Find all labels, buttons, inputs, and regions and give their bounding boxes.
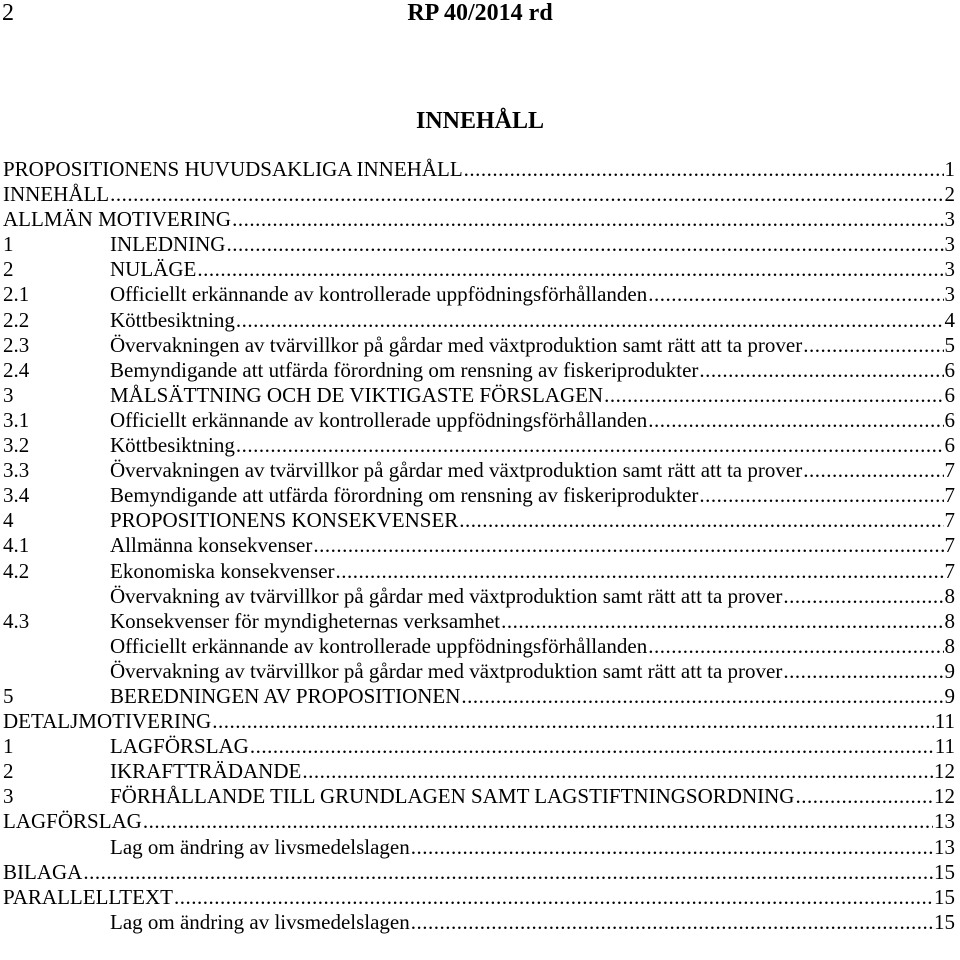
toc-entry-title: Övervakningen av tvärvillkor på gårdar med växtproduktion samt rätt att ta prover xyxy=(110,458,803,483)
toc-entry-page: 3 xyxy=(944,207,955,232)
toc-entry-title: PROPOSITIONENS HUVUDSAKLIGA INNEHÅLL xyxy=(3,157,463,181)
toc-dot-leader xyxy=(302,759,933,784)
toc-dot-leader xyxy=(783,584,943,609)
toc-entry[interactable] xyxy=(3,809,955,834)
toc-entry[interactable] xyxy=(3,684,955,709)
toc-entry-title: Övervakning av tvärvillkor på gårdar med växtproduktion samt rätt att ta prover xyxy=(110,658,783,683)
toc-dot-leader xyxy=(226,232,943,257)
toc-entry-page: 8 xyxy=(944,583,955,608)
toc-dot-leader xyxy=(459,508,943,533)
toc-entry-title: Övervakning av tvärvillkor på gårdar med växtproduktion samt rätt att ta prover xyxy=(110,583,783,608)
toc-entry[interactable] xyxy=(3,533,955,558)
toc-dot-leader xyxy=(464,157,944,182)
toc-entry-page: 3 xyxy=(944,257,955,282)
toc-entry[interactable] xyxy=(3,333,955,358)
toc-dot-leader xyxy=(313,533,943,558)
toc-entry-page: 4 xyxy=(944,307,955,332)
toc-entry-title: Lag om ändring av livsmedelslagen xyxy=(110,909,410,934)
toc-entry-title: NULÄGE xyxy=(110,257,197,282)
toc-entry-page: 8 xyxy=(944,633,955,658)
toc-entry-page: 11 xyxy=(934,709,955,734)
toc-entry-title: Officiellt erkännande av kontrollerade uppfödningsförhållanden xyxy=(110,282,648,307)
toc-dot-leader xyxy=(212,709,933,734)
toc-entry-number: 2.1 xyxy=(3,282,30,307)
toc-entry-number: 2.2 xyxy=(3,307,30,332)
toc-dot-leader xyxy=(795,784,933,809)
toc-entry[interactable] xyxy=(3,157,955,182)
toc-entry[interactable] xyxy=(3,483,955,508)
toc-entry[interactable] xyxy=(3,182,955,207)
toc-entry-page: 1 xyxy=(944,157,955,181)
toc-entry-title: Ekonomiska konsekvenser xyxy=(110,558,335,583)
toc-dot-leader xyxy=(648,408,943,433)
toc-dot-leader xyxy=(783,659,943,684)
toc-entry-title: Officiellt erkännande av kontrollerade uppfödningsförhållanden xyxy=(110,407,648,432)
toc-entry-number: 3.2 xyxy=(3,433,30,458)
toc-dot-leader xyxy=(461,684,943,709)
toc-entry-page: 12 xyxy=(934,759,955,784)
toc-entry-page: 15 xyxy=(934,909,955,934)
toc-entry-title: Övervakningen av tvärvillkor på gårdar med växtproduktion samt rätt att ta prover xyxy=(110,332,803,357)
toc-entry-page: 6 xyxy=(944,382,955,407)
toc-entry-title: LAGFÖRSLAG xyxy=(110,734,249,759)
toc-entry-title: LAGFÖRSLAG xyxy=(3,809,142,834)
toc-entry-number: 3 xyxy=(3,784,14,809)
toc-entry-page: 11 xyxy=(934,734,955,759)
toc-dot-leader xyxy=(411,835,933,860)
toc-entry[interactable] xyxy=(3,408,955,433)
toc-entry-number: 3.3 xyxy=(3,458,30,483)
toc-entry-number: 2 xyxy=(3,759,14,784)
toc-entry[interactable] xyxy=(3,559,955,584)
toc-entry-number: 1 xyxy=(3,734,14,759)
toc-dot-leader xyxy=(197,257,943,282)
toc-dot-leader xyxy=(648,634,943,659)
toc-entry-number: 3 xyxy=(3,382,14,407)
toc-entry-page: 3 xyxy=(944,282,955,307)
toc-entry-page: 13 xyxy=(934,834,955,859)
toc-entry-title: ALLMÄN MOTIVERING xyxy=(3,207,232,232)
toc-title: INNEHÅLL xyxy=(415,108,545,134)
toc-entry[interactable] xyxy=(3,835,955,860)
toc-entry-number: 4.2 xyxy=(3,558,30,583)
toc-entry-number: 2 xyxy=(3,257,14,282)
toc-dot-leader xyxy=(803,333,943,358)
toc-entry-title: Köttbesiktning xyxy=(110,307,235,332)
toc-dot-leader xyxy=(174,885,933,910)
toc-entry-page: 7 xyxy=(944,533,955,558)
toc-entry[interactable] xyxy=(3,759,955,784)
toc-dot-leader xyxy=(803,458,943,483)
toc-entry[interactable] xyxy=(3,609,955,634)
toc-entry-page: 7 xyxy=(944,558,955,583)
toc-entry-title: MÅLSÄTTNING OCH DE VIKTIGASTE FÖRSLAGEN xyxy=(110,382,604,407)
toc-entry-page: 6 xyxy=(944,407,955,432)
toc-entry-page: 12 xyxy=(934,784,955,809)
toc-dot-leader xyxy=(236,308,944,333)
toc-entry-number: 2.3 xyxy=(3,332,30,357)
toc-entry[interactable] xyxy=(3,784,955,809)
toc-entry-page: 13 xyxy=(934,809,955,834)
toc-entry[interactable] xyxy=(3,232,955,257)
toc-entry-title: INNEHÅLL xyxy=(3,182,110,207)
toc-entry[interactable] xyxy=(3,659,955,684)
toc-entry-title: PROPOSITIONENS KONSEKVENSER xyxy=(110,508,459,533)
toc-dot-leader xyxy=(411,910,933,935)
toc-entry-page: 15 xyxy=(934,859,955,884)
toc-entry-page: 6 xyxy=(944,433,955,458)
toc-entry[interactable] xyxy=(3,885,955,910)
toc-entry[interactable] xyxy=(3,634,955,659)
toc-entry-title: INLEDNING xyxy=(110,232,226,257)
toc-entry-title: Bemyndigande att utfärda förordning om rensning av fiskeriprodukter xyxy=(110,357,699,382)
toc-entry[interactable] xyxy=(3,207,955,232)
toc-entry[interactable] xyxy=(3,383,955,408)
toc-entry-title: FÖRHÅLLANDE TILL GRUNDLAGEN SAMT LAGSTIFTNINGSORDNING xyxy=(110,784,795,809)
toc-entry-page: 9 xyxy=(944,683,955,708)
toc-entry-page: 8 xyxy=(944,608,955,633)
toc-dot-leader xyxy=(604,383,943,408)
toc-entry[interactable] xyxy=(3,709,955,734)
toc-entry[interactable] xyxy=(3,860,955,885)
toc-dot-leader xyxy=(250,734,934,759)
toc-dot-leader xyxy=(83,860,933,885)
toc-dot-leader xyxy=(336,559,944,584)
toc-entry-page: 9 xyxy=(944,658,955,683)
toc-entry-number: 4.3 xyxy=(3,608,30,633)
toc-entry-page: 7 xyxy=(944,508,955,533)
page-number: 2 xyxy=(2,0,14,26)
toc-entry-title: BILAGA xyxy=(3,859,83,884)
toc-entry-title: Officiellt erkännande av kontrollerade uppfödningsförhållanden xyxy=(110,633,648,658)
toc-entry-page: 2 xyxy=(944,182,955,207)
toc-entry-title: Lag om ändring av livsmedelslagen xyxy=(110,834,410,859)
toc-entry-number: 3.1 xyxy=(3,407,30,432)
toc-entry-page: 15 xyxy=(934,884,955,909)
toc-entry[interactable] xyxy=(3,308,955,333)
toc-entry-title: DETALJMOTIVERING xyxy=(3,709,212,734)
toc-dot-leader xyxy=(236,433,944,458)
document-id: RP 40/2014 rd xyxy=(407,0,553,26)
toc-dot-leader xyxy=(699,483,943,508)
table-of-contents xyxy=(3,157,955,935)
toc-dot-leader xyxy=(501,609,943,634)
toc-entry-title: PARALLELLTEXT xyxy=(3,884,173,909)
toc-entry-title: Allmänna konsekvenser xyxy=(110,533,313,558)
toc-entry-title: BEREDNINGEN AV PROPOSITIONEN xyxy=(110,683,461,708)
toc-entry-number: 4 xyxy=(3,508,14,533)
toc-entry-page: 5 xyxy=(944,332,955,357)
toc-entry[interactable] xyxy=(3,257,955,282)
toc-entry-number: 3.4 xyxy=(3,483,30,508)
toc-entry[interactable] xyxy=(3,584,955,609)
toc-dot-leader xyxy=(699,358,943,383)
toc-entry-title: IKRAFTTRÄDANDE xyxy=(110,759,302,784)
toc-entry[interactable] xyxy=(3,508,955,533)
toc-entry[interactable] xyxy=(3,458,955,483)
toc-entry-page: 3 xyxy=(944,232,955,257)
toc-dot-leader xyxy=(648,282,943,307)
toc-entry-title: Bemyndigande att utfärda förordning om rensning av fiskeriprodukter xyxy=(110,483,699,508)
toc-entry-number: 5 xyxy=(3,683,14,708)
toc-entry-page: 7 xyxy=(944,483,955,508)
toc-dot-leader xyxy=(110,182,943,207)
toc-dot-leader xyxy=(232,207,943,232)
toc-entry[interactable] xyxy=(3,282,955,307)
toc-entry-page: 6 xyxy=(944,357,955,382)
toc-dot-leader xyxy=(143,809,933,834)
toc-entry[interactable] xyxy=(3,358,955,383)
toc-entry-number: 2.4 xyxy=(3,357,30,382)
toc-entry-page: 7 xyxy=(944,458,955,483)
toc-entry[interactable] xyxy=(3,910,955,935)
toc-entry-title: Konsekvenser för myndigheternas verksamhet xyxy=(110,608,501,633)
toc-entry[interactable] xyxy=(3,734,955,759)
toc-entry[interactable] xyxy=(3,433,955,458)
toc-entry-number: 4.1 xyxy=(3,533,30,558)
toc-entry-number: 1 xyxy=(3,232,14,257)
toc-entry-title: Köttbesiktning xyxy=(110,433,235,458)
